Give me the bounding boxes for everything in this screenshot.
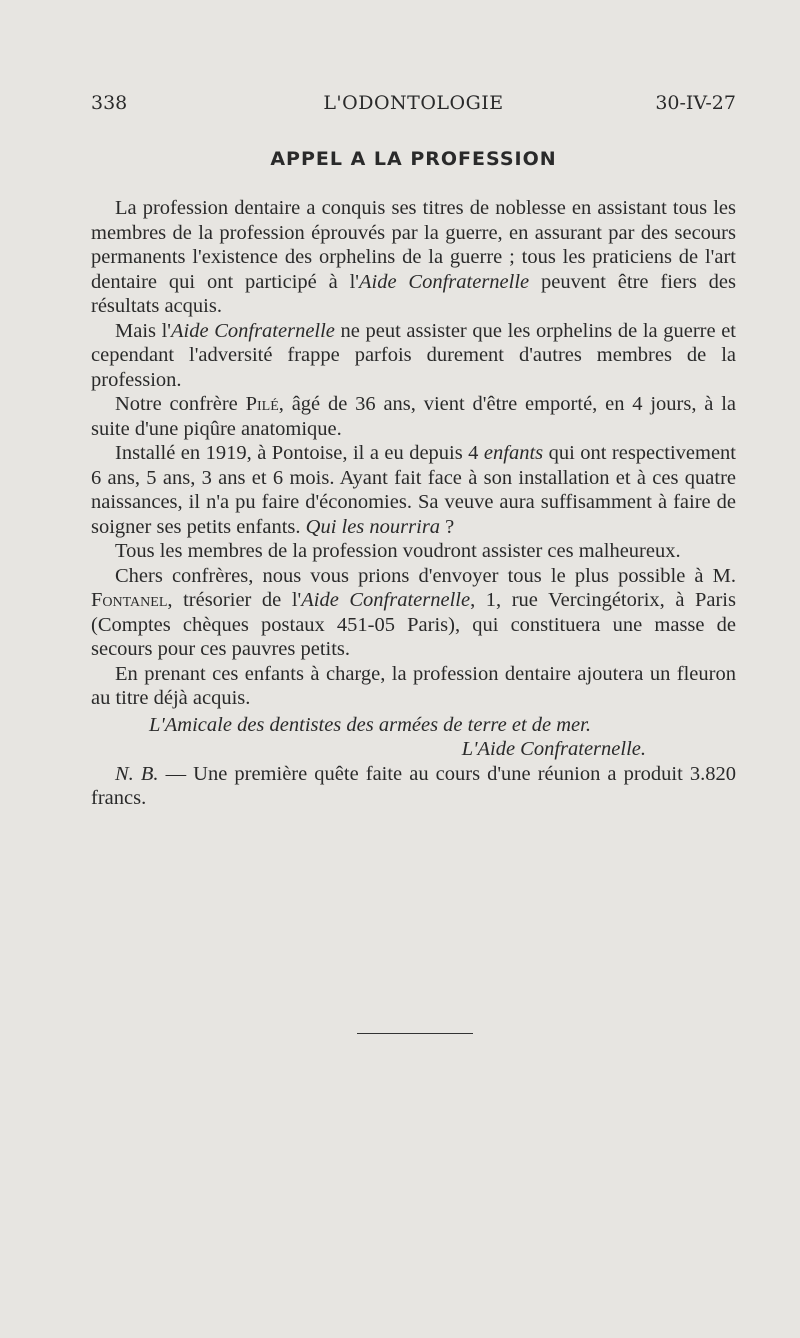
note-paragraph: N. B. — Une première quête faite au cours d'une réunion a produit 3.820 francs.: [91, 762, 736, 809]
signature-aide: L'Aide Confraternelle.: [461, 738, 646, 760]
paragraph-2: Mais l'Aide Confraternelle ne peut assister que les orphelins de la guerre et cependant l'adversité frappe parfois durement d'autres membres de la profession.: [91, 319, 736, 391]
paragraph-4: Installé en 1919, à Pontoise, il a eu depuis 4 enfants qui ont respectivement 6 ans, 5 ans, 3 ans et 6 mois. Ayant fait face à son installation et à ces quatre naissances, il n'a pu faire d'économies. Sa veuve aura suffisamment à faire de soigner ses petits enfants. Qui les nourrira ?: [91, 442, 736, 538]
issue-date: 30-IV-27: [655, 92, 736, 114]
article-body: [91, 196, 736, 811]
page-number: 338: [91, 92, 128, 114]
paragraph-6: Chers confrères, nous vous prions d'envoyer tous le plus possible à M. Fontanel, trésorier de l'Aide Confraternelle, 1, rue Vercingétorix, à Paris (Comptes chèques postaux 451-05 Paris), qui constituera une masse de secours pour ces pauvres petits.: [91, 564, 736, 660]
article-title: APPEL A LA PROFESSION: [270, 148, 557, 170]
end-rule: [357, 1033, 473, 1034]
note-label: N. B.: [115, 762, 159, 785]
signature-amicale: L'Amicale des dentistes des armées de terre et de mer.: [149, 713, 591, 736]
paragraph-7: En prenant ces enfants à charge, la profession dentaire ajoutera un fleuron au titre déjà acquis.: [91, 662, 736, 709]
running-head: [91, 92, 736, 118]
paragraph-1: La profession dentaire a conquis ses titres de noblesse en assistant tous les membres de la profession éprouvés par la guerre, en assurant par des secours permanents l'existence des orphelins de la guerre ; tous les praticiens de l'art dentaire qui ont participé à l'Aide Confraternelle peuvent être fiers des résultats acquis.: [91, 197, 736, 317]
journal-title: L'ODONTOLOGIE: [323, 92, 504, 114]
paragraph-3: Notre confrère Pilé, âgé de 36 ans, vient d'être emporté, en 4 jours, à la suite d'une piqûre anatomique.: [91, 393, 737, 440]
paragraph-5: Tous les membres de la profession voudront assister ces malheureux.: [115, 540, 681, 562]
